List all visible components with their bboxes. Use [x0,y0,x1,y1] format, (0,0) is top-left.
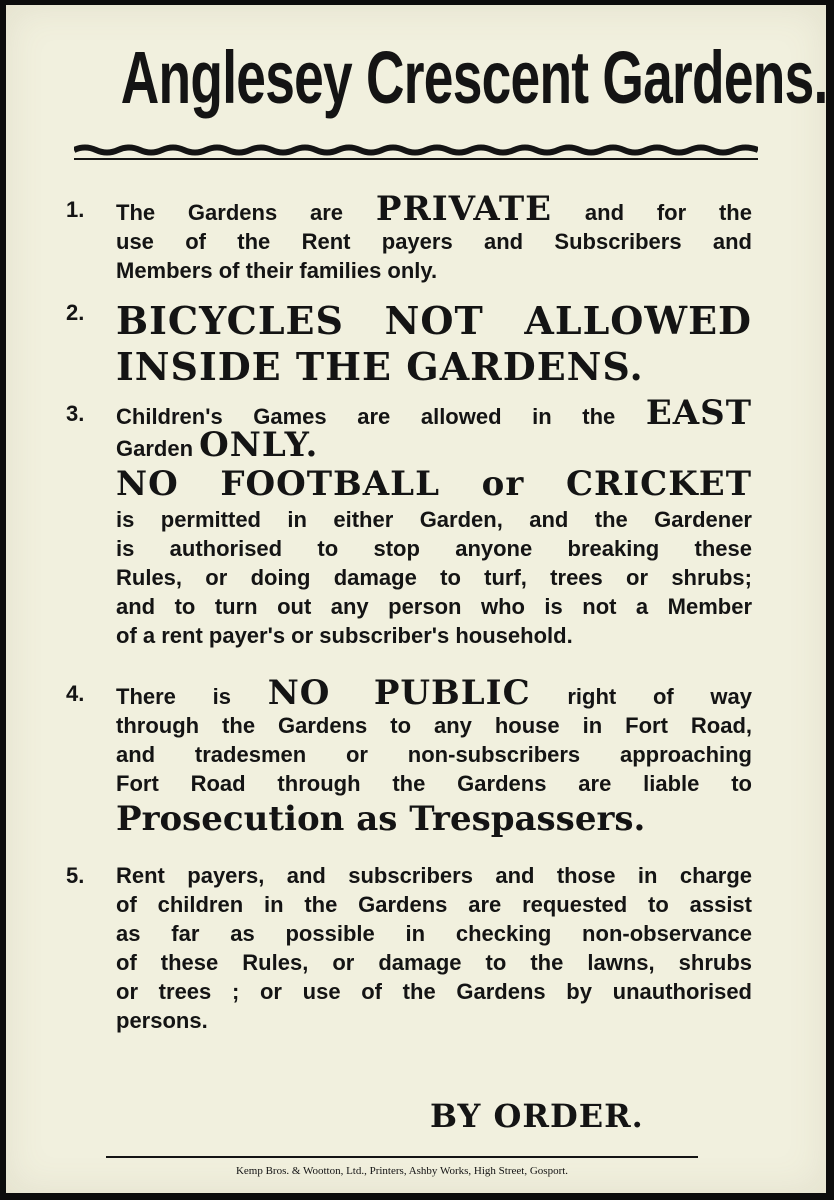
rule-line: of children in the Gardens are requested to assist [116,892,752,917]
rule-line: Members of their families only. [116,258,438,283]
rule-line: and to turn out any person who is not a Member [116,594,752,619]
rule-4 [66,673,766,840]
emphasis-only: ONLY. [199,425,319,465]
emphasis-inside-gardens: INSIDE THE GARDENS. [116,344,644,389]
rule-text: right of way [567,684,752,709]
by-order-signature: BY ORDER. [430,1097,644,1135]
poster-title: Anglesey Crescent Gardens. [120,36,828,119]
rule-line: or trees ; or use of the Gardens by unauthorised [116,979,752,1004]
rule-line: persons. [116,1008,208,1033]
emphasis-no-public: NO PUBLIC [267,673,531,713]
printer-imprint: Kemp Bros. & Wootton, Ltd., Printers, Ashby Works, High Street, Gosport. [235,1165,569,1177]
rule-text: and for the [584,200,752,225]
emphasis-east: EAST [645,393,752,433]
rule-2 [66,298,766,390]
rule-text: Garden [116,436,194,461]
wavy-divider [74,142,758,164]
rule-1 [66,189,766,285]
rule-line [116,189,752,229]
rule-line: through the Gardens to any house in Fort Road, [116,713,752,738]
rule-line: of a rent payer's or subscriber's household. [116,623,573,648]
rule-text: Children's Games are allowed in the [116,404,616,429]
rule-line: as far as possible in checking non-observance [116,921,752,946]
emphasis-bicycles: BICYCLES NOT ALLOWED [116,298,752,343]
rule-line: Fort Road through the Gardens are liable to [116,771,752,796]
rule-line: and tradesmen or non-subscribers approaching [116,742,752,767]
imprint-divider [106,1156,698,1158]
rule-line: is authorised to stop anyone breaking these [116,536,752,561]
emphasis-prosecution: Prosecution as Trespassers. [116,799,646,839]
rule-text: There is [116,684,231,709]
rule-number: 3. [66,401,85,426]
notice-poster [6,5,826,1193]
rule-line: of these Rules, or damage to the lawns, shrubs [116,950,752,975]
rule-text: The Gardens are [116,200,344,225]
rule-5 [66,861,766,1035]
rule-line: use of the Rent payers and Subscribers and [116,229,752,254]
emphasis-no-football: NO FOOTBALL or CRICKET [116,464,752,504]
rule-number: 2. [66,300,85,325]
rule-line: Rent payers, and subscribers and those in charge [116,863,752,888]
rule-line [116,673,752,713]
rule-number: 1. [66,197,85,222]
rule-number: 4. [66,681,85,706]
rule-3 [66,393,766,650]
rule-number: 5. [66,863,85,888]
rule-line: is permitted in either Garden, and the Gardener [116,507,752,532]
emphasis-private: PRIVATE [375,189,553,229]
rule-line [116,425,752,465]
rule-line: Rules, or doing damage to turf, trees or shrubs; [116,565,752,590]
